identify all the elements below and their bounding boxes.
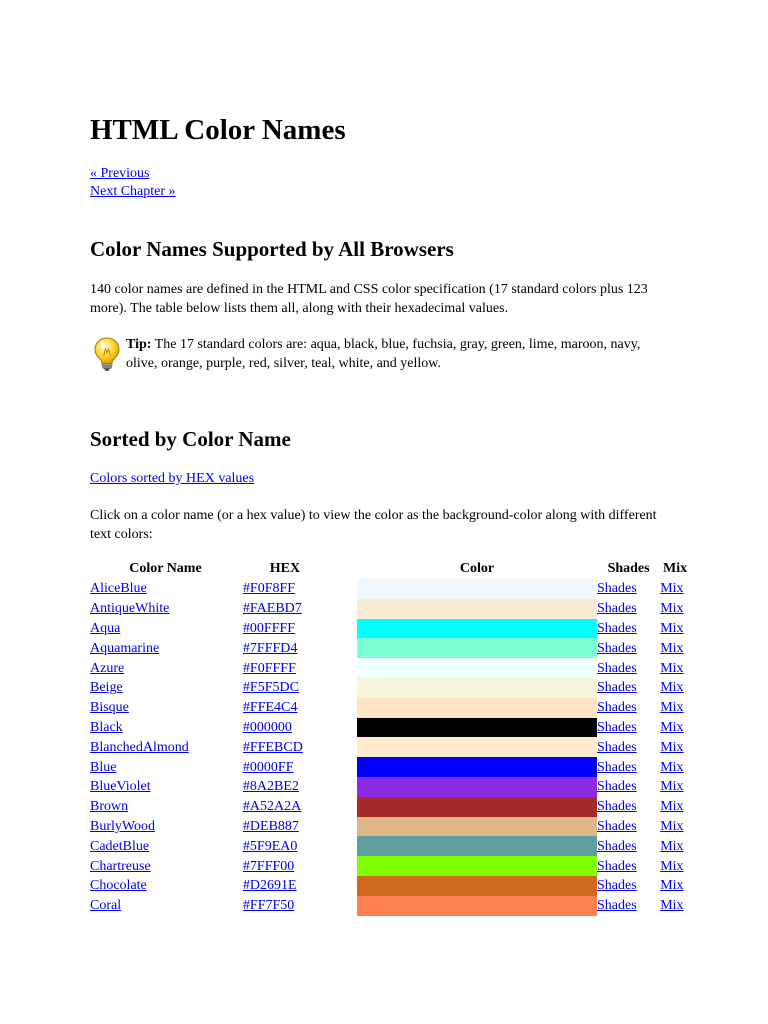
hex-cell [243, 579, 357, 599]
hex-value-link[interactable]: #5F9EA0 [242, 838, 298, 854]
shades-cell [597, 817, 660, 837]
color-name-cell [90, 698, 243, 718]
lightbulb-icon [92, 336, 122, 372]
color-name-link[interactable]: Black [90, 719, 123, 735]
hex-value-link[interactable]: #D2691E [242, 878, 297, 894]
color-swatch [357, 579, 597, 599]
mix-link[interactable]: Mix [660, 680, 684, 696]
mix-cell [660, 817, 690, 837]
shades-cell [597, 638, 660, 658]
mix-link[interactable]: Mix [660, 898, 684, 914]
shades-cell [597, 599, 660, 619]
header-mix: Mix [663, 561, 688, 576]
header-color: Color [459, 561, 495, 576]
color-table [90, 559, 690, 916]
table-row [90, 876, 690, 896]
mix-cell [660, 777, 690, 797]
page-title: HTML Color Names [90, 114, 346, 146]
mix-cell [660, 698, 690, 718]
shades-link[interactable]: Shades [597, 818, 637, 834]
next-chapter-link[interactable]: Next Chapter » [90, 184, 176, 199]
color-name-link[interactable]: BlanchedAlmond [90, 739, 189, 755]
shades-cell [597, 757, 660, 777]
color-table-body [90, 579, 690, 916]
shades-cell [597, 619, 660, 639]
shades-link[interactable]: Shades [597, 858, 637, 874]
hex-value-link[interactable]: #000000 [242, 719, 292, 735]
color-name-cell [90, 797, 243, 817]
mix-link[interactable]: Mix [660, 581, 684, 597]
mix-link[interactable]: Mix [660, 660, 684, 676]
color-name-link[interactable]: Aqua [90, 620, 121, 636]
mix-cell [660, 757, 690, 777]
color-swatch [357, 737, 597, 757]
color-name-cell [90, 817, 243, 837]
color-name-cell [90, 876, 243, 896]
hex-cell [243, 619, 357, 639]
shades-cell [597, 836, 660, 856]
color-name-link[interactable]: Beige [90, 680, 123, 696]
table-row [90, 579, 690, 599]
table-row [90, 757, 690, 777]
color-name-link[interactable]: AliceBlue [90, 581, 147, 597]
mix-link[interactable]: Mix [660, 759, 684, 775]
table-row [90, 856, 690, 876]
hex-value-link[interactable]: #00FFFF [242, 620, 296, 636]
shades-cell [597, 698, 660, 718]
mix-cell [660, 797, 690, 817]
color-name-cell [90, 896, 243, 916]
hex-value-link[interactable]: #8A2BE2 [242, 779, 299, 795]
mix-link[interactable]: Mix [660, 799, 684, 815]
header-color-name: Color Name [129, 561, 202, 576]
hex-cell [243, 797, 357, 817]
color-swatch [357, 599, 597, 619]
color-swatch [357, 638, 597, 658]
mix-cell [660, 836, 690, 856]
mix-cell [660, 876, 690, 896]
hex-cell [243, 658, 357, 678]
mix-link[interactable]: Mix [660, 620, 684, 636]
tip-text [126, 335, 666, 373]
shades-link[interactable]: Shades [597, 838, 637, 854]
color-swatch [357, 658, 597, 678]
shades-cell [597, 737, 660, 757]
mix-cell [660, 658, 690, 678]
hex-cell [243, 698, 357, 718]
mix-link[interactable]: Mix [660, 719, 684, 735]
hex-value-link[interactable]: #DEB887 [242, 818, 299, 834]
color-name-cell [90, 638, 243, 658]
color-name-cell [90, 579, 243, 599]
hex-value-link[interactable]: #FFEBCD [242, 739, 303, 755]
hex-value-link[interactable]: #7FFF00 [242, 858, 295, 874]
color-swatch [357, 757, 597, 777]
shades-cell [597, 896, 660, 916]
mix-cell [660, 856, 690, 876]
shades-link[interactable]: Shades [597, 620, 637, 636]
hex-cell [243, 896, 357, 916]
previous-link[interactable]: « Previous [90, 166, 150, 181]
tip-label: Tip: [126, 337, 152, 352]
table-row [90, 638, 690, 658]
color-name-link[interactable]: Blue [90, 759, 117, 775]
color-swatch [357, 678, 597, 698]
shades-cell [597, 718, 660, 738]
mix-cell [660, 619, 690, 639]
shades-link[interactable]: Shades [597, 898, 637, 914]
hex-cell [243, 599, 357, 619]
shades-link[interactable]: Shades [597, 878, 637, 894]
mix-cell [660, 737, 690, 757]
hex-cell [243, 876, 357, 896]
color-name-link[interactable]: Azure [90, 660, 125, 676]
color-swatch [357, 797, 597, 817]
color-name-link[interactable]: Coral [90, 898, 122, 914]
colors-sorted-by-hex-link[interactable]: Colors sorted by HEX values [90, 471, 255, 486]
mix-link[interactable]: Mix [660, 878, 684, 894]
mix-link[interactable]: Mix [660, 700, 684, 716]
color-name-cell [90, 836, 243, 856]
color-name-link[interactable]: Chocolate [90, 878, 147, 894]
hex-cell [243, 737, 357, 757]
shades-link[interactable]: Shades [597, 581, 637, 597]
mix-link[interactable]: Mix [660, 779, 684, 795]
instructions-paragraph: Click on a color name (or a hex value) to view the color as the background-color along with different text colors: [90, 508, 657, 542]
shades-cell [597, 658, 660, 678]
mix-cell [660, 638, 690, 658]
shades-cell [597, 579, 660, 599]
shades-link[interactable]: Shades [597, 601, 637, 617]
color-swatch [357, 876, 597, 896]
hex-value-link[interactable]: #FF7F50 [242, 898, 295, 914]
shades-link[interactable]: Shades [597, 799, 637, 815]
color-name-cell [90, 718, 243, 738]
hex-value-link[interactable]: #F5F5DC [242, 680, 299, 696]
hex-cell [243, 638, 357, 658]
shades-link[interactable]: Shades [597, 660, 637, 676]
color-name-link[interactable]: Bisque [90, 700, 129, 716]
color-swatch [357, 836, 597, 856]
sorted-heading: Sorted by Color Name [90, 427, 291, 451]
browsers-heading: Color Names Supported by All Browsers [90, 237, 454, 261]
shades-link[interactable]: Shades [597, 640, 637, 656]
mix-link[interactable]: Mix [660, 818, 684, 834]
mix-link[interactable]: Mix [660, 739, 684, 755]
hex-value-link[interactable]: #7FFFD4 [242, 640, 298, 656]
mix-link[interactable]: Mix [660, 601, 684, 617]
color-name-link[interactable]: Aquamarine [90, 640, 160, 656]
color-swatch [357, 698, 597, 718]
color-swatch [357, 896, 597, 916]
color-name-link[interactable]: AntiqueWhite [90, 601, 170, 617]
mix-cell [660, 579, 690, 599]
color-name-cell [90, 599, 243, 619]
color-swatch [357, 718, 597, 738]
table-row [90, 797, 690, 817]
color-name-link[interactable]: BlueViolet [90, 779, 151, 795]
table-row [90, 718, 690, 738]
hex-cell [243, 718, 357, 738]
hex-link-paragraph [90, 469, 680, 488]
mix-cell [660, 718, 690, 738]
color-name-cell [90, 757, 243, 777]
shades-link[interactable]: Shades [597, 759, 637, 775]
color-swatch [357, 856, 597, 876]
shades-link[interactable]: Shades [597, 680, 637, 696]
shades-cell [597, 876, 660, 896]
hex-cell [243, 777, 357, 797]
color-name-cell [90, 856, 243, 876]
color-name-link[interactable]: Chartreuse [90, 858, 151, 874]
shades-link[interactable]: Shades [597, 739, 637, 755]
table-header-row [90, 559, 690, 579]
hex-value-link[interactable]: #F0F8FF [242, 581, 296, 597]
shades-cell [597, 777, 660, 797]
color-name-cell [90, 777, 243, 797]
color-name-link[interactable]: CadetBlue [90, 838, 150, 854]
mix-cell [660, 678, 690, 698]
hex-cell [243, 817, 357, 837]
table-row [90, 777, 690, 797]
shades-link[interactable]: Shades [597, 719, 637, 735]
color-name-cell [90, 678, 243, 698]
mix-cell [660, 896, 690, 916]
hex-cell [243, 836, 357, 856]
table-row [90, 817, 690, 837]
table-row [90, 737, 690, 757]
hex-value-link[interactable]: #0000FF [242, 759, 294, 775]
tip-body: The 17 standard colors are: aqua, black, blue, fuchsia, gray, green, lime, maroon, navy, olive, orange, purple, red, silver, teal, white, and yellow. [126, 337, 641, 371]
table-row [90, 619, 690, 639]
table-row [90, 658, 690, 678]
color-swatch [357, 817, 597, 837]
hex-value-link[interactable]: #F0FFFF [242, 660, 296, 676]
hex-cell [243, 856, 357, 876]
mix-link[interactable]: Mix [660, 858, 684, 874]
color-name-link[interactable]: BurlyWood [90, 818, 155, 834]
hex-value-link[interactable]: #FAEBD7 [242, 601, 302, 617]
color-name-link[interactable]: Brown [90, 799, 129, 815]
hex-value-link[interactable]: #A52A2A [242, 799, 302, 815]
header-shades: Shades [607, 561, 650, 576]
chapter-navigation [90, 165, 176, 201]
table-row [90, 599, 690, 619]
mix-cell [660, 599, 690, 619]
table-row [90, 836, 690, 856]
color-swatch [357, 777, 597, 797]
shades-link[interactable]: Shades [597, 700, 637, 716]
shades-cell [597, 856, 660, 876]
header-hex: HEX [269, 561, 301, 576]
color-name-cell [90, 658, 243, 678]
table-row [90, 698, 690, 718]
table-row [90, 678, 690, 698]
intro-paragraph: 140 color names are defined in the HTML and CSS color specification (17 standard colors plus 123 more). The table below lists them all, along with their hexadecimal values. [90, 282, 648, 316]
color-swatch [357, 619, 597, 639]
shades-link[interactable]: Shades [597, 779, 637, 795]
color-name-cell [90, 619, 243, 639]
hex-value-link[interactable]: #FFE4C4 [242, 700, 298, 716]
table-row [90, 896, 690, 916]
shades-cell [597, 678, 660, 698]
hex-cell [243, 678, 357, 698]
color-name-cell [90, 737, 243, 757]
shades-cell [597, 797, 660, 817]
hex-cell [243, 757, 357, 777]
mix-link[interactable]: Mix [660, 640, 684, 656]
mix-link[interactable]: Mix [660, 838, 684, 854]
